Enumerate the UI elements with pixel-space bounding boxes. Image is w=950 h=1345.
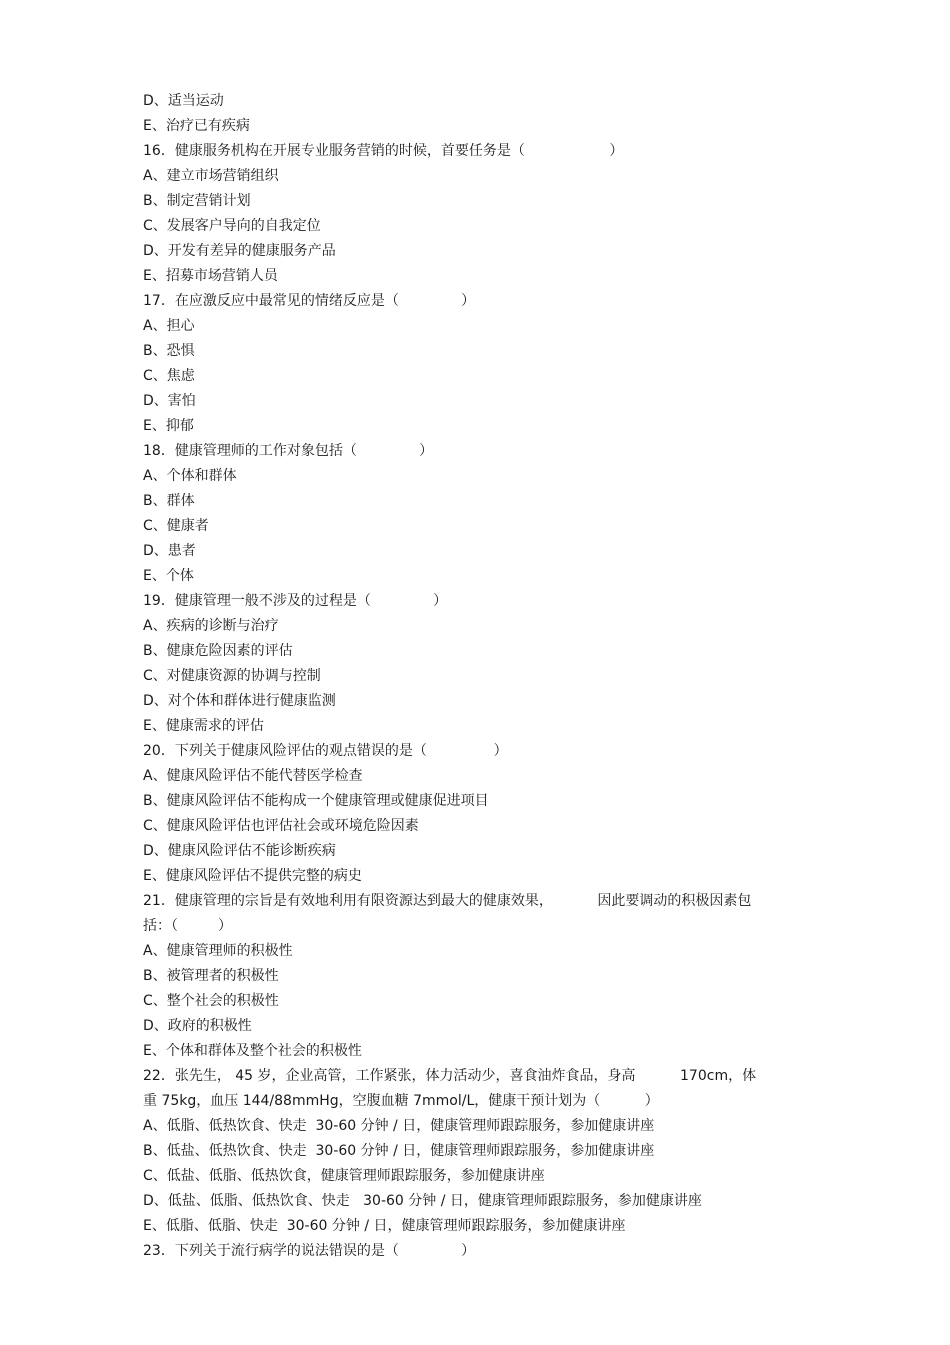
option-line: A、健康管理师的积极性 [143,943,293,959]
option-line: C、发展客户导向的自我定位 [143,218,321,234]
option-line: E、低脂、低脂、快走 30-60 分钟 / 日，健康管理师跟踪服务，参加健康讲座 [143,1218,626,1234]
option-line: D、害怕 [143,393,196,409]
option-line: D、患者 [143,543,196,559]
option-line: D、开发有差异的健康服务产品 [143,243,336,259]
question-19: 19．健康管理一般不涉及的过程是（ ） [143,593,448,609]
option-line: A、低脂、低热饮食、快走 30-60 分钟 / 日，健康管理师跟踪服务，参加健康讲座 [143,1118,655,1134]
question-23: 23．下列关于流行病学的说法错误的是（ ） [143,1243,476,1259]
question-21-cont: 括：（ ） [143,918,233,934]
option-line: E、抑郁 [143,418,194,434]
option-line: B、群体 [143,493,195,509]
option-line: B、制定营销计划 [143,193,251,209]
question-16: 16．健康服务机构在开展专业服务营销的时候，首要任务是（ ） [143,143,624,159]
question-18: 18．健康管理师的工作对象包括（ ） [143,443,434,459]
option-line: C、健康者 [143,518,209,534]
option-line: C、低盐、低脂、低热饮食，健康管理师跟踪服务，参加健康讲座 [143,1168,545,1184]
option-line: A、健康风险评估不能代替医学检查 [143,768,363,784]
option-line: E、健康风险评估不提供完整的病史 [143,868,362,884]
option-line: B、健康风险评估不能构成一个健康管理或健康促进项目 [143,793,489,809]
question-22-cont: 重 75kg，血压 144/88mmHg，空腹血糖 7mmol/L，健康干预计划为（ ） [143,1093,659,1109]
option-line: D、政府的积极性 [143,1018,252,1034]
option-line: A、疾病的诊断与治疗 [143,618,279,634]
option-line: A、建立市场营销组织 [143,168,279,184]
option-line: E、招募市场营销人员 [143,268,278,284]
question-list [143,89,813,1264]
option-line: B、健康危险因素的评估 [143,643,293,659]
option-line: D、健康风险评估不能诊断疾病 [143,843,336,859]
option-line: A、担心 [143,318,195,334]
option-line: C、焦虑 [143,368,195,384]
option-line: B、低盐、低热饮食、快走 30-60 分钟 / 日，健康管理师跟踪服务，参加健康讲座 [143,1143,655,1159]
question-22: 22．张先生， 45 岁，企业高管，工作紧张，体力活动少，喜食油炸食品，身高 170cm，体 [143,1068,757,1084]
option-line: D、对个体和群体进行健康监测 [143,693,336,709]
option-line: A、个体和群体 [143,468,237,484]
option-line: D、适当运动 [143,93,224,109]
option-line: B、被管理者的积极性 [143,968,279,984]
option-line: C、整个社会的积极性 [143,993,279,1009]
option-line: C、健康风险评估也评估社会或环境危险因素 [143,818,419,834]
option-line: E、健康需求的评估 [143,718,264,734]
option-line: E、治疗已有疾病 [143,118,250,134]
option-line: E、个体 [143,568,194,584]
question-17: 17．在应激反应中最常见的情绪反应是（ ） [143,293,476,309]
option-line: D、低盐、低脂、低热饮食、快走 30-60 分钟 / 日，健康管理师跟踪服务，参加健康讲座 [143,1193,702,1209]
option-line: C、对健康资源的协调与控制 [143,668,321,684]
question-21: 21．健康管理的宗旨是有效地利用有限资源达到最大的健康效果， 因此要调动的积极因素包 [143,893,752,909]
option-line: B、恐惧 [143,343,195,359]
option-line: E、个体和群体及整个社会的积极性 [143,1043,362,1059]
question-20: 20．下列关于健康风险评估的观点错误的是（ ） [143,743,508,759]
